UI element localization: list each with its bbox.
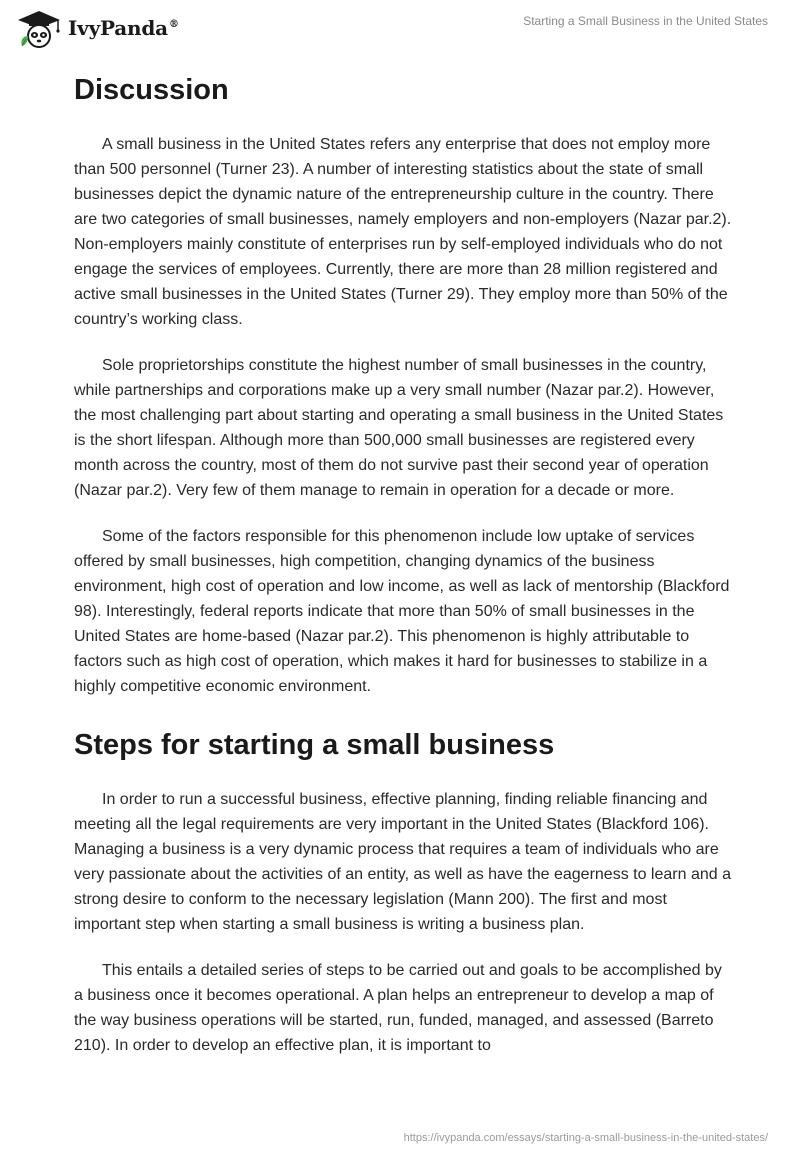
logo-wordmark bbox=[68, 16, 179, 40]
essay-content bbox=[74, 70, 734, 1079]
section-heading-discussion: Discussion bbox=[74, 74, 229, 106]
paragraph: A small business in the United States refers any enterprise that does not employ more than 500 personnel (Turner 23). A number of interesting statistics about the state of small businesses depict the dynamic nature of the entrepreneurship culture in the country. There are two categories of small businesses, namely employers and non-employers (Nazar par.2). Non-employers mainly constitute of enterprises run by self-employed individuals who do not engage the services of employees. Currently, there are more than 28 million registered and active small businesses in the United States (Turner 29). They employ more than 50% of the country’s working class. bbox=[74, 136, 732, 328]
paragraph: Sole proprietorships constitute the highest number of small businesses in the country, while partnerships and corporations make up a very small number (Nazar par.2). However, the most challenging part about starting and operating a small business in the United States is the short lifespan. Although more than 500,000 small businesses are registered every month across the country, most of them do not survive past their second year of operation (Nazar par.2). Very few of them manage to remain in operation for a decade or more. bbox=[74, 357, 724, 499]
registered-mark: ® bbox=[168, 19, 179, 31]
paragraph: In order to run a successful business, effective planning, finding reliable financing and meeting all the legal requirements are very important in the United States (Blackford 106). Managing a business is a very dynamic process that requires a team of individuals who are very passionate about the activities of an entity, as well as have the eagerness to learn and a strong desire to conform to the necessary legislation (Mann 200). The first and most important step when starting a small business is writing a business plan. bbox=[74, 791, 731, 933]
ivypanda-logo[interactable] bbox=[14, 6, 179, 50]
source-url[interactable]: https://ivypanda.com/essays/starting-a-small-business-in-the-united-states/ bbox=[403, 1132, 768, 1144]
paragraph: This entails a detailed series of steps to be carried out and goals to be accomplished by a business once it becomes operational. A plan helps an entrepreneur to develop a map of the way business operations will be started, run, funded, managed, and assessed (Barreto 210). In order to develop an effective plan, it is important to bbox=[74, 962, 722, 1054]
paragraph: Some of the factors responsible for this phenomenon include low uptake of services offered by small businesses, high competition, changing dynamics of the business environment, high cost of operation and low income, as well as lack of mentorship (Blackford 98). Interestingly, federal reports indicate that more than 50% of small businesses in the United States are home-based (Nazar par.2). This phenomenon is highly attributable to factors such as high cost of operation, which makes it hard for businesses to stabilize in a highly competitive economic environment. bbox=[74, 528, 730, 695]
panda-graduate-icon bbox=[14, 6, 64, 50]
running-title: Starting a Small Business in the United States bbox=[523, 14, 768, 28]
section-heading-steps: Steps for starting a small business bbox=[74, 729, 555, 761]
logo-name: IvyPanda bbox=[68, 16, 168, 40]
page-header bbox=[0, 0, 800, 60]
